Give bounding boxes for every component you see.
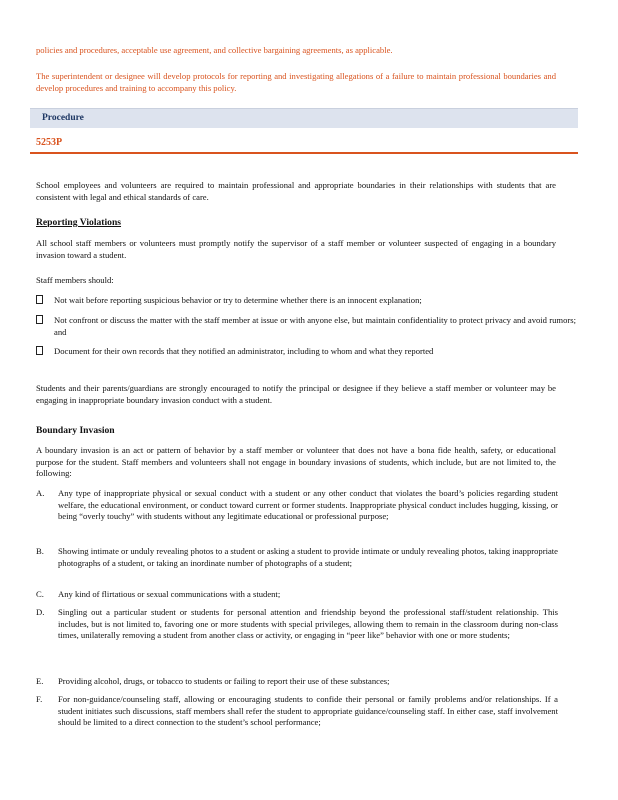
reporting-intro: All school staff members or volunteers must promptly notify the supervisor of a staff member or volunteer suspected of engaging in a boundary invasion toward a student. [36,238,556,260]
bullet-box-icon [36,346,50,358]
opening-paragraph: School employees and volunteers are required to maintain professional and appropriate boundaries in their relationships with students that are consistent with legal and ethical standards of care. [36,180,556,202]
policy-code: 5253P [36,137,63,148]
list-item: B. Showing intimate or unduly revealing photos to a student or asking a student to provide intimate or unduly revealing photos, taking inappropriate photographs of a student, or taking an inordinate number of photographs of a student; [36,546,558,568]
boundary-heading: Boundary Invasion [36,425,115,436]
list-item: A. Any type of inappropriate physical or sexual conduct with a student or any other conduct that violates the board’s policies regarding student welfare, the educational environment, or conduct toward current or former students. Inappropriate physical conduct includes hugging, kissing, or being “overly touchy” with students without any legitimate educational or professional purpose; [36,488,558,521]
staff-should-label: Staff members should: [36,275,114,285]
list-item: Not confront or discuss the matter with the staff member at issue or with anyone else, but maintain confidentiality to protect privacy and avoid rumors; and [36,315,576,338]
intro-paragraph-1: policies and procedures, acceptable use agreement, and collective bargaining agreements, as applicable. [36,45,393,55]
bullet-box-icon [36,315,50,327]
list-item: Document for their own records that they notified an administrator, including to whom and what they reported [36,346,576,358]
reporting-heading: Reporting Violations [36,217,122,228]
list-item: E. Providing alcohol, drugs, or tobacco to students or failing to report their use of these substances; [36,676,390,686]
list-item: Not wait before reporting suspicious behavior or try to determine whether there is an innocent explanation; [36,295,576,307]
list-item: F. For non-guidance/counseling staff, allowing or encouraging students to confide their personal or family problems and/or relationships. If a student initiates such discussions, staff members shall refer the student to appropriate guidance/counseling staff. In either case, staff involvement should be limited to a direct connection to the student’s school performance; [36,694,558,727]
boundary-intro: A boundary invasion is an act or pattern of behavior by a staff member or volunteer that does not have a bona fide health, safety, or educational purpose for the student. Staff members and volunteers shall not engage in boundary invasions of students, which include, but are not limited to, the following: [36,445,556,478]
procedure-label: Procedure [42,113,84,123]
list-item: C. Any kind of flirtatious or sexual communications with a student; [36,589,281,599]
students-paragraph: Students and their parents/guardians are strongly encouraged to notify the principal or designee if they believe a staff member or volunteer may be engaging in inappropriate boundary invasion conduct with a student. [36,383,556,405]
section-divider [30,152,578,154]
bullet-box-icon [36,295,50,307]
procedure-header-bar [30,108,578,128]
list-item: D. Singling out a particular student or students for personal attention and friendship beyond the professional staff/student relationship. This includes, but is not limited to, favoring one or more students with special privileges, allowing them to remain in the classroom during non-class times, unilaterally removing a student from another class or activity, or engaging in “peer like” behavior with one or more students; [36,607,558,640]
intro-paragraph-2: The superintendent or designee will develop protocols for reporting and investigating allegations of a failure to maintain professional boundaries and develop procedures and training to accompany this policy. [36,71,556,93]
